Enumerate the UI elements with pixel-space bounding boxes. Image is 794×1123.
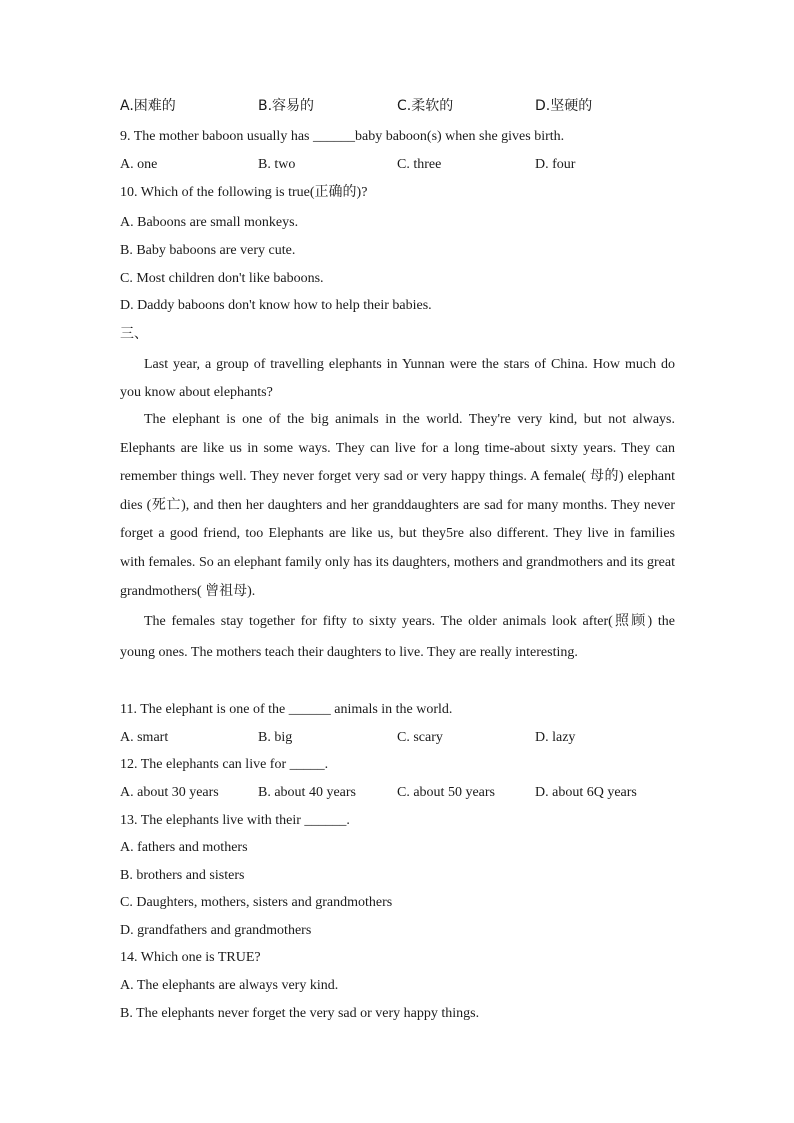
q12-option-c: C. about 50 years — [397, 785, 495, 800]
q10-option-b: B. Baby baboons are very cute. — [120, 243, 296, 258]
q9-options — [120, 155, 675, 175]
q10-stem: 10. Which of the following is true(正确的)? — [120, 185, 368, 200]
q13-option-d: D. grandfathers and grandmothers — [120, 923, 312, 938]
q9-option-c: C. three — [397, 157, 442, 172]
q14-option-b: B. The elephants never forget the very sad or very happy things. — [120, 1006, 480, 1021]
q8-option-c: C.柔软的 — [397, 98, 454, 114]
q12-stem: 12. The elephants can live for _____. — [120, 757, 329, 772]
q9-option-b: B. two — [258, 157, 296, 172]
q13-option-b: B. brothers and sisters — [120, 868, 245, 883]
q12-option-b: B. about 40 years — [258, 785, 356, 800]
q11-options — [120, 728, 675, 748]
q11-stem: 11. The elephant is one of the ______ animals in the world. — [120, 702, 453, 717]
passage-paragraph-1-text: Last year, a group of travelling elephants in Yunnan were the stars of China. How much do you know about elephants? — [120, 357, 675, 400]
q10-option-a: A. Baboons are small monkeys. — [120, 215, 299, 230]
q12-option-d: D. about 6Q years — [535, 785, 637, 800]
q13-stem: 13. The elephants live with their ______. — [120, 813, 350, 828]
q12-options — [120, 783, 675, 803]
passage-paragraph-3-text: The females stay together for fifty to sixty years. The older animals look after(照顾) the young ones. The mothers teach their daughters to live. They are really interesting. — [120, 614, 675, 660]
q14-stem: 14. Which one is TRUE? — [120, 950, 261, 965]
q13-option-a: A. fathers and mothers — [120, 840, 248, 855]
q9-option-d: D. four — [535, 157, 576, 172]
q11-option-d: D. lazy — [535, 730, 576, 745]
passage-paragraph-3 — [120, 606, 675, 668]
q12-option-a: A. about 30 years — [120, 785, 219, 800]
q9-stem: 9. The mother baboon usually has ______baby baboon(s) when she gives birth. — [120, 129, 565, 144]
q11-option-a: A. smart — [120, 730, 169, 745]
passage-paragraph-2-text: The elephant is one of the big animals in the world. They're very kind, but not always. Elephants are like us in some ways. They can live for a long time-about sixty years. They can remember things well. They never forget very sad or very happy things. A female( 母的) elephant dies (死亡), and then her daughters and her granddaughters are sad for many months. They never forget a good friend, too Elephants are like us, but they5re also different. They live in families with females. So an elephant family only has its daughters, mothers and grandmothers and its great grandmothers( 曾祖母). — [120, 412, 675, 599]
q9-option-a: A. one — [120, 157, 158, 172]
q8-options — [120, 96, 675, 116]
passage-paragraph-1 — [120, 351, 675, 406]
q13-option-c: C. Daughters, mothers, sisters and grandmothers — [120, 895, 393, 910]
q8-option-d: D.坚硬的 — [535, 98, 593, 114]
q10-option-c: C. Most children don't like baboons. — [120, 271, 324, 286]
q10-option-d: D. Daddy baboons don't know how to help their babies. — [120, 298, 432, 313]
q11-option-b: B. big — [258, 730, 293, 745]
q11-option-c: C. scary — [397, 730, 443, 745]
q14-option-a: A. The elephants are always very kind. — [120, 978, 339, 993]
q8-option-b: B.容易的 — [258, 98, 315, 114]
passage-paragraph-2 — [120, 406, 675, 606]
section-three-heading: 三、 — [120, 326, 148, 342]
q8-option-a: A.困难的 — [120, 98, 176, 114]
